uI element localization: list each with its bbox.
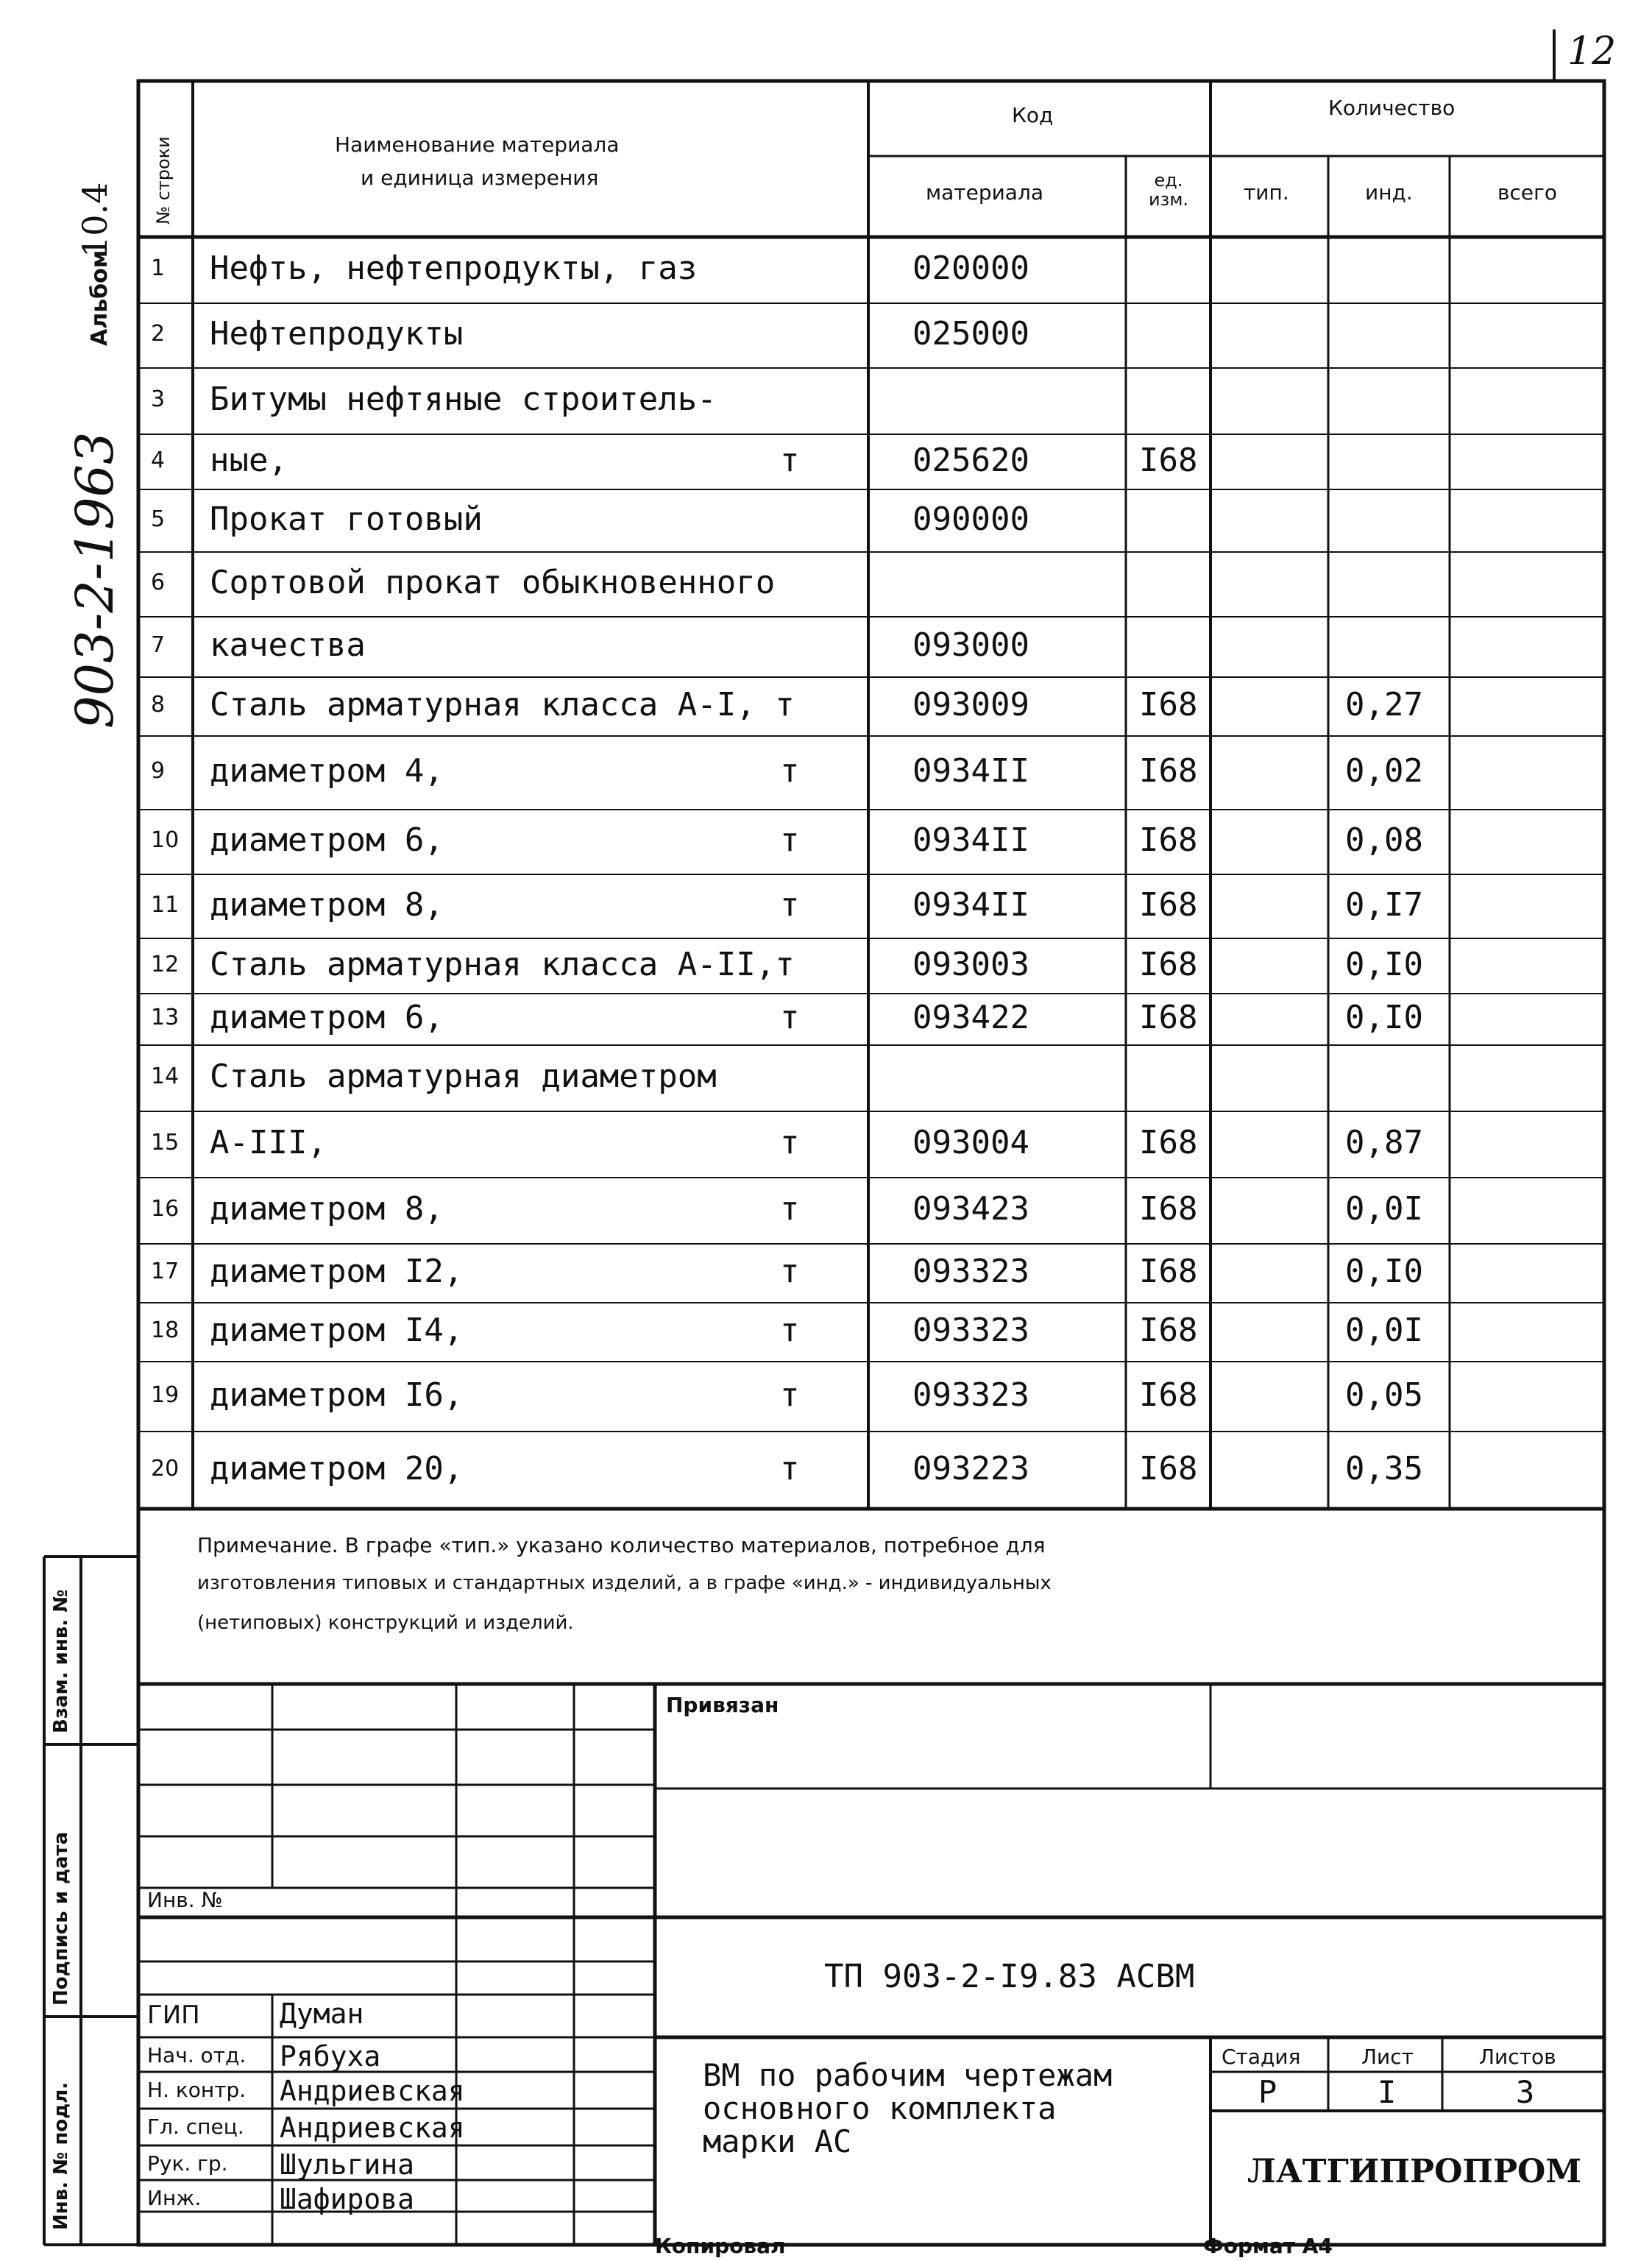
qty-ind: 0,I0	[1345, 946, 1423, 983]
table-row	[0, 489, 1652, 552]
material-name: диаметром 6,	[210, 999, 444, 1036]
unit-letter: т	[780, 886, 800, 924]
stamp-role: Инж.	[147, 2186, 202, 2210]
stamp-inv-no: Инв. №	[147, 1888, 223, 1912]
material-code: 090000	[912, 500, 1029, 538]
stamp-privyazan: Привязан	[666, 1693, 779, 1717]
unit-code: I68	[1139, 1312, 1198, 1349]
side-label-podpis: Подпись и дата	[50, 1831, 72, 2006]
table-row	[0, 434, 1652, 489]
table-row	[0, 1244, 1652, 1303]
material-name: диаметром I2,	[210, 1253, 464, 1290]
row-number: 10	[151, 827, 180, 853]
unit-code: I68	[1139, 752, 1198, 790]
material-code: 020000	[912, 250, 1029, 287]
table-row	[0, 237, 1652, 303]
unit-letter: т	[780, 999, 800, 1036]
unit-code: I68	[1139, 946, 1198, 983]
stamp-stage: Р	[1258, 2074, 1277, 2110]
unit-code: I68	[1139, 442, 1198, 479]
stamp-person-name: Андриевская	[280, 2075, 465, 2107]
header-total: всего	[1497, 180, 1557, 205]
qty-ind: 0,05	[1345, 1376, 1423, 1414]
row-number: 9	[151, 758, 166, 784]
row-number: 8	[151, 692, 166, 718]
stamp-role: Гл. спец.	[147, 2115, 244, 2139]
material-code: 093422	[912, 999, 1029, 1036]
header-code: Код	[1012, 103, 1054, 127]
table-row	[0, 1111, 1652, 1178]
material-code: 093423	[912, 1190, 1029, 1228]
note-line3: (нетиповых) конструкций и изделий.	[197, 1612, 574, 1634]
qty-ind: 0,08	[1345, 821, 1423, 859]
material-name: Битумы нефтяные строитель-	[210, 381, 717, 418]
row-number: 16	[151, 1196, 180, 1222]
table-row	[0, 1045, 1652, 1111]
album-number: 10.4	[75, 182, 115, 258]
unit-code: I68	[1139, 999, 1198, 1036]
material-name: Прокат готовый	[210, 500, 483, 538]
table-row	[0, 303, 1652, 368]
material-name: диаметром I6,	[210, 1376, 464, 1414]
stamp-person-name: Шафирова	[280, 2183, 415, 2215]
handwritten-code: 903-2-1963	[65, 431, 125, 729]
qty-ind: 0,I0	[1345, 999, 1423, 1036]
stamp-person-name: Андриевская	[280, 2112, 465, 2144]
table-row	[0, 1178, 1652, 1244]
unit-code: I68	[1139, 1253, 1198, 1290]
material-name: диаметром 8,	[210, 886, 444, 924]
stamp-doc-code: ТП 903-2-I9.83 АСВМ	[824, 1958, 1195, 1995]
unit-code: I68	[1139, 1190, 1198, 1228]
stamp-role: ГИП	[147, 2000, 200, 2030]
unit-letter: т	[780, 1312, 800, 1349]
row-number: 14	[151, 1064, 180, 1089]
header-unit: ед. изм.	[1148, 170, 1189, 210]
qty-ind: 0,35	[1345, 1450, 1423, 1487]
header-quantity: Количество	[1328, 96, 1456, 120]
material-name: диаметром 20,	[210, 1450, 464, 1487]
unit-letter: т	[780, 1190, 800, 1228]
table-row	[0, 994, 1652, 1045]
material-code: 0934II	[912, 752, 1029, 790]
stamp-role: Н. контр.	[147, 2078, 247, 2102]
album-label: Альбом	[87, 250, 113, 346]
material-name: диаметром 4,	[210, 752, 444, 790]
stamp-person-name: Думан	[280, 1998, 364, 2030]
material-code: 093223	[912, 1450, 1029, 1487]
material-name: диаметром 6,	[210, 821, 444, 859]
material-code: 093323	[912, 1376, 1029, 1414]
table-row	[0, 938, 1652, 994]
footer-format: Формат А4	[1203, 2234, 1333, 2258]
qty-ind: 0,87	[1345, 1124, 1423, 1161]
material-name: диаметром I4,	[210, 1312, 464, 1349]
stamp-sheet-label: Лист	[1361, 2045, 1414, 2069]
material-name: ные,	[210, 442, 288, 479]
header-typ: тип.	[1244, 180, 1289, 205]
material-name: Сталь арматурная класса А-I, т	[210, 686, 795, 723]
side-label-inv: Инв. № подл.	[50, 2081, 72, 2230]
material-code: 093003	[912, 946, 1029, 983]
table-row	[0, 736, 1652, 810]
stamp-person-name: Шульгина	[280, 2148, 415, 2181]
material-code: 093000	[912, 626, 1029, 664]
qty-ind: 0,02	[1345, 752, 1423, 790]
stamp-stage-label: Стадия	[1222, 2045, 1301, 2069]
material-name: Сталь арматурная класса А-II,т	[210, 946, 795, 983]
qty-ind: 0,0I	[1345, 1312, 1423, 1349]
stamp-person-name: Рябуха	[280, 2040, 381, 2073]
material-code: 025000	[912, 315, 1029, 353]
unit-letter: т	[780, 821, 800, 859]
material-code: 025620	[912, 442, 1029, 479]
header-row-no: № строки	[153, 136, 174, 224]
unit-code: I68	[1139, 1450, 1198, 1487]
row-number: 6	[151, 570, 166, 595]
row-number: 19	[151, 1382, 180, 1408]
note-line1: Примечание. В графе «тип.» указано количество материалов, потребное для	[197, 1533, 1046, 1557]
stamp-sheets-label: Листов	[1479, 2045, 1556, 2069]
row-number: 15	[151, 1130, 180, 1156]
table-row	[0, 617, 1652, 677]
stamp-org: ЛАТГИПРОПРОМ	[1247, 2153, 1582, 2190]
unit-code: I68	[1139, 821, 1198, 859]
material-name: Нефть, нефтепродукты, газ	[210, 250, 698, 287]
unit-code: I68	[1139, 886, 1198, 924]
row-number: 4	[151, 447, 166, 473]
material-name: Нефтепродукты	[210, 315, 464, 353]
table-row	[0, 677, 1652, 736]
header-material: материала	[926, 180, 1044, 205]
stamp-role: Нач. отд.	[147, 2043, 247, 2067]
material-name: А-III,	[210, 1124, 327, 1161]
table-row	[0, 1432, 1652, 1509]
material-code: 0934II	[912, 886, 1029, 924]
table-row	[0, 874, 1652, 938]
material-name: качества	[210, 626, 366, 664]
row-number: 7	[151, 632, 166, 658]
row-number: 17	[151, 1259, 180, 1284]
footer-copied: Копировал	[655, 2234, 786, 2258]
material-name: Сталь арматурная диаметром	[210, 1058, 717, 1095]
material-name: Сортовой прокат обыкновенного	[210, 564, 776, 601]
row-number: 20	[151, 1456, 180, 1482]
header-name-line2: и единица измерения	[361, 166, 599, 190]
material-name: диаметром 8,	[210, 1190, 444, 1228]
unit-letter: т	[780, 752, 800, 790]
material-code: 0934II	[912, 821, 1029, 859]
unit-code: I68	[1139, 1124, 1198, 1161]
material-code: 093009	[912, 686, 1029, 723]
header-name-line1: Наименование материала	[335, 132, 620, 157]
unit-letter: т	[780, 1253, 800, 1290]
stamp-title-line1: ВМ по рабочим чертежам	[703, 2057, 1113, 2093]
material-code: 093323	[912, 1312, 1029, 1349]
row-number: 18	[151, 1317, 180, 1343]
header-ind: инд.	[1365, 180, 1413, 205]
qty-ind: 0,27	[1345, 686, 1423, 723]
row-number: 1	[151, 255, 166, 281]
row-number: 5	[151, 506, 166, 532]
note-line2: изготовления типовых и стандартных изделий, а в графе «инд.» - индивидуальных	[197, 1572, 1052, 1594]
table-row	[0, 810, 1652, 874]
qty-ind: 0,I0	[1345, 1253, 1423, 1290]
table-row	[0, 1362, 1652, 1432]
unit-letter: т	[780, 442, 800, 479]
qty-ind: 0,I7	[1345, 886, 1423, 924]
unit-code: I68	[1139, 686, 1198, 723]
unit-code: I68	[1139, 1376, 1198, 1414]
unit-letter: т	[780, 1124, 800, 1161]
stamp-title-line3: марки АС	[703, 2123, 852, 2159]
side-label-vzam: Взам. инв. №	[50, 1589, 72, 1733]
table-row	[0, 1303, 1652, 1362]
unit-letter: т	[780, 1450, 800, 1487]
row-number: 11	[151, 892, 180, 918]
qty-ind: 0,0I	[1345, 1190, 1423, 1228]
page-number: 12	[1567, 29, 1617, 74]
row-number: 3	[151, 386, 166, 412]
row-number: 13	[151, 1005, 180, 1030]
stamp-sheet: I	[1378, 2074, 1397, 2110]
table-row	[0, 552, 1652, 617]
table-row	[0, 368, 1652, 434]
stamp-role: Рук. гр.	[147, 2151, 228, 2176]
material-code: 093004	[912, 1124, 1029, 1161]
stamp-title-line2: основного комплекта	[703, 2090, 1057, 2126]
row-number: 12	[151, 952, 180, 977]
row-number: 2	[151, 321, 166, 347]
stamp-sheets: 3	[1516, 2074, 1535, 2110]
unit-letter: т	[780, 1376, 800, 1414]
material-code: 093323	[912, 1253, 1029, 1290]
